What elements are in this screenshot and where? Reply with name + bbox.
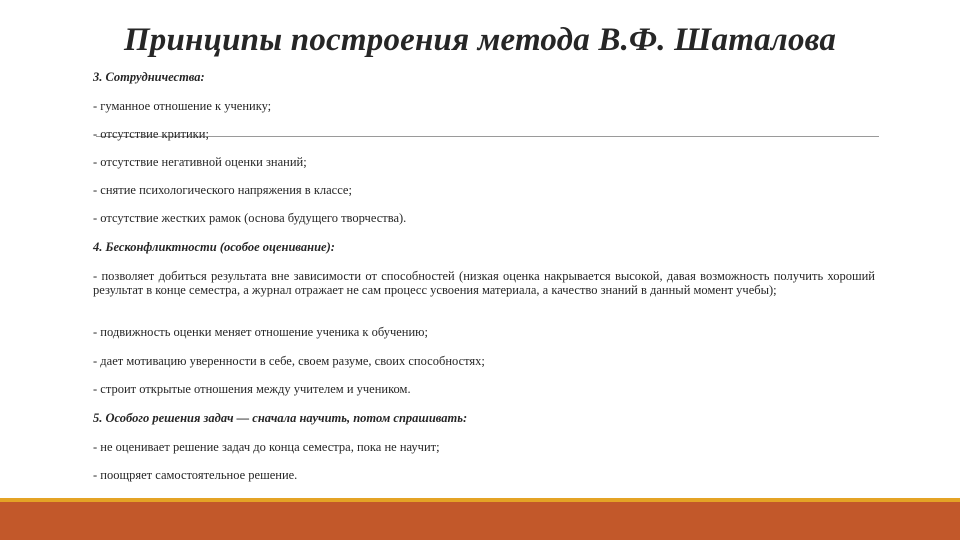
list-item: - отсутствие негативной оценки знаний;	[93, 155, 307, 169]
slide-title: Принципы построения метода В.Ф. Шаталова	[123, 22, 837, 58]
list-item: - отсутствие критики;	[93, 127, 209, 141]
list-item: - гуманное отношение к ученику;	[93, 99, 272, 113]
section-heading-conflict-free: 4. Бесконфликтности (особое оценивание):	[93, 240, 335, 254]
list-item: - не оценивает решение задач до конца семестра, пока не научит;	[93, 440, 440, 454]
footer-bar	[0, 502, 960, 540]
list-item: - подвижность оценки меняет отношение ученика к обучению;	[93, 325, 428, 339]
list-item: - поощряет самостоятельное решение.	[93, 468, 298, 482]
list-item: - позволяет добиться результата вне зависимости от способностей (низкая оценка накрывается высокой, давая возможность получить хороший результат в конце семестра, а журнал отражает не сам процесс усвоения материала, а качество знаний в данный момент учебы);	[93, 269, 875, 297]
list-item: - снятие психологического напряжения в классе;	[93, 183, 352, 197]
section-heading-cooperation: 3. Сотрудничества:	[93, 70, 205, 84]
section-heading-problem-solving: 5. Особого решения задач — сначала научить, потом спрашивать:	[93, 411, 468, 425]
list-item: - строит открытые отношения между учителем и учеником.	[93, 382, 411, 396]
list-item: - дает мотивацию уверенности в себе, своем разуме, своих способностях;	[93, 354, 485, 368]
list-item: - отсутствие жестких рамок (основа будущего творчества).	[93, 211, 407, 225]
